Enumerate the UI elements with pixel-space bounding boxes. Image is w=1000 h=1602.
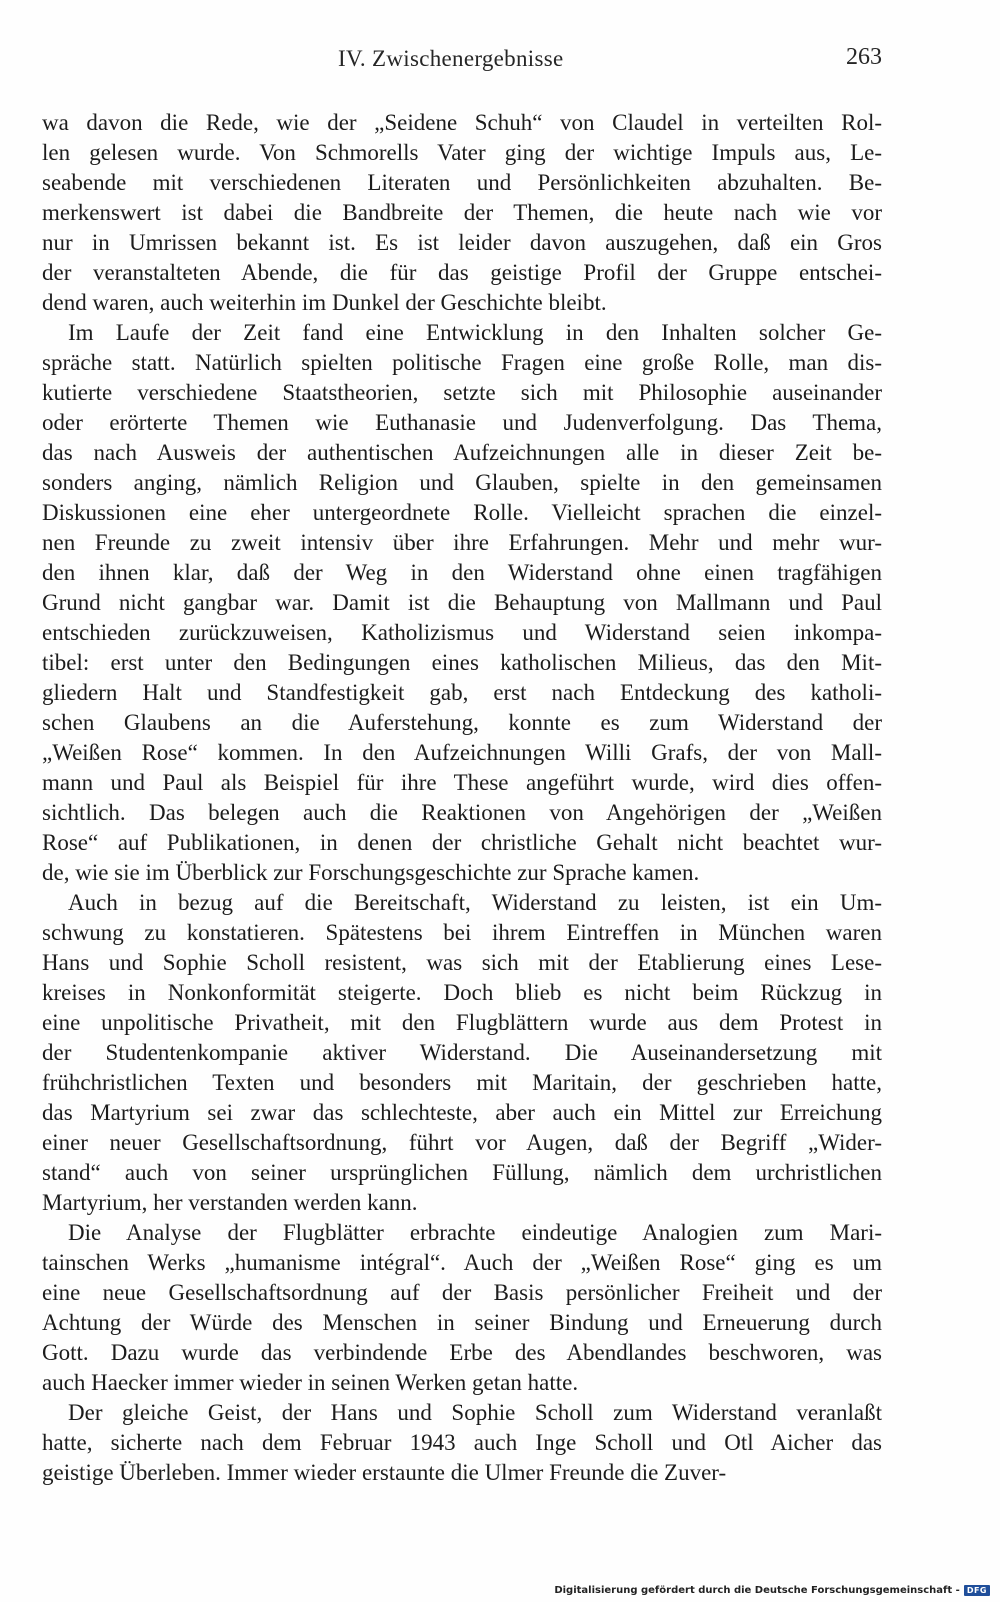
chapter-title: IV. Zwischenergebnisse: [338, 46, 564, 71]
text-line: Rose“ auf Publikationen, in denen der christliche Gehalt nicht beachtet wur-: [42, 830, 882, 855]
text-line: Auch in bezug auf die Bereitschaft, Widerstand zu leisten, ist ein Um-: [68, 890, 882, 915]
page-number: 263: [846, 44, 882, 70]
text-line: wa davon die Rede, wie der „Seidene Schuh“ von Claudel in verteilten Rol-: [42, 110, 882, 135]
text-line: einer neuer Gesellschaftsordnung, führt vor Augen, daß der Begriff „Wider-: [42, 1130, 882, 1155]
text-line: Der gleiche Geist, der Hans und Sophie Scholl zum Widerstand veranlaßt: [68, 1400, 882, 1425]
footer-text: Digitalisierung gefördert durch die Deutsche Forschungsgemeinschaft -: [554, 1585, 960, 1596]
text-line: der Studentenkompanie aktiver Widerstand. Die Auseinandersetzung mit: [42, 1040, 882, 1065]
text-line: de, wie sie im Überblick zur Forschungsgeschichte zur Sprache kamen.: [42, 860, 700, 885]
text-line: entschieden zurückzuweisen, Katholizismus und Widerstand seien inkompa-: [42, 620, 882, 645]
text-line: oder erörterte Themen wie Euthanasie und Judenverfolgung. Das Thema,: [42, 410, 882, 435]
text-line: schwung zu konstatieren. Spätestens bei ihrem Eintreffen in München waren: [42, 920, 882, 945]
text-line: sonders anging, nämlich Religion und Glauben, spielte in den gemeinsamen: [42, 470, 882, 495]
text-line: den ihnen klar, daß der Weg in den Widerstand ohne einen tragfähigen: [42, 560, 882, 585]
text-line: sichtlich. Das belegen auch die Reaktionen von Angehörigen der „Weißen: [42, 800, 882, 825]
text-line: nen Freunde zu zweit intensiv über ihre Erfahrungen. Mehr und mehr wur-: [42, 530, 882, 555]
body-text: [42, 108, 882, 1488]
text-line: auch Haecker immer wieder in seinen Werken getan hatte.: [42, 1370, 579, 1395]
text-line: Im Laufe der Zeit fand eine Entwicklung in den Inhalten solcher Ge-: [68, 320, 882, 345]
paragraph: [42, 318, 882, 888]
text-line: mann und Paul als Beispiel für ihre These angeführt wurde, wird dies offen-: [42, 770, 882, 795]
text-line: schen Glaubens an die Auferstehung, konnte es zum Widerstand der: [42, 710, 882, 735]
text-line: gliedern Halt und Standfestigkeit gab, erst nach Entdeckung des katholi-: [42, 680, 882, 705]
text-line: Diskussionen eine eher untergeordnete Rolle. Vielleicht sprachen die einzel-: [42, 500, 882, 525]
text-line: Grund nicht gangbar war. Damit ist die Behauptung von Mallmann und Paul: [42, 590, 882, 615]
text-line: eine neue Gesellschaftsordnung auf der Basis persönlicher Freiheit und der: [42, 1280, 882, 1305]
text-line: frühchristlichen Texten und besonders mit Maritain, der geschrieben hatte,: [42, 1070, 882, 1095]
paragraph: [42, 888, 882, 1218]
text-line: nur in Umrissen bekannt ist. Es ist leider davon auszugehen, daß ein Gros: [42, 230, 882, 255]
text-line: Achtung der Würde des Menschen in seiner Bindung und Erneuerung durch: [42, 1310, 882, 1335]
text-line: Hans und Sophie Scholl resistent, was sich mit der Etablierung eines Lese-: [42, 950, 882, 975]
text-line: spräche statt. Natürlich spielten politische Fragen eine große Rolle, man dis-: [42, 350, 882, 375]
text-line: eine unpolitische Privatheit, mit den Flugblättern wurde aus dem Protest in: [42, 1010, 882, 1035]
dfg-logo-icon: DFG: [964, 1585, 990, 1596]
text-line: der veranstalteten Abende, die für das geistige Profil der Gruppe entschei-: [42, 260, 882, 285]
digitization-footer: [554, 1585, 990, 1596]
text-line: tibel: erst unter den Bedingungen eines katholischen Milieus, das den Mit-: [42, 650, 882, 675]
running-header: [42, 46, 882, 76]
text-line: das nach Ausweis der authentischen Aufzeichnungen alle in dieser Zeit be-: [42, 440, 882, 465]
paragraph: [42, 1218, 882, 1398]
text-line: merkenswert ist dabei die Bandbreite der Themen, die heute nach wie vor: [42, 200, 882, 225]
text-line: tainschen Werks „humanisme intégral“. Auch der „Weißen Rose“ ging es um: [42, 1250, 882, 1275]
text-line: geistige Überleben. Immer wieder erstaunte die Ulmer Freunde die Zuver-: [42, 1460, 727, 1485]
text-line: Die Analyse der Flugblätter erbrachte eindeutige Analogien zum Mari-: [68, 1220, 882, 1245]
text-line: das Martyrium sei zwar das schlechteste, aber auch ein Mittel zur Erreichung: [42, 1100, 882, 1125]
text-line: hatte, sicherte nach dem Februar 1943 auch Inge Scholl und Otl Aicher das: [42, 1430, 882, 1455]
text-line: „Weißen Rose“ kommen. In den Aufzeichnungen Willi Grafs, der von Mall-: [42, 740, 882, 765]
text-line: Martyrium, her verstanden werden kann.: [42, 1190, 418, 1215]
paragraph: [42, 1398, 882, 1488]
text-line: len gelesen wurde. Von Schmorells Vater ging der wichtige Impuls aus, Le-: [42, 140, 882, 165]
paragraph: [42, 108, 882, 318]
text-line: Gott. Dazu wurde das verbindende Erbe des Abendlandes beschworen, was: [42, 1340, 882, 1365]
text-line: kreises in Nonkonformität steigerte. Doch blieb es nicht beim Rückzug in: [42, 980, 882, 1005]
text-line: seabende mit verschiedenen Literaten und Persönlichkeiten abzuhalten. Be-: [42, 170, 882, 195]
text-line: stand“ auch von seiner ursprünglichen Füllung, nämlich dem urchristlichen: [42, 1160, 882, 1185]
text-line: dend waren, auch weiterhin im Dunkel der Geschichte bleibt.: [42, 290, 607, 315]
text-line: kutierte verschiedene Staatstheorien, setzte sich mit Philosophie auseinander: [42, 380, 882, 405]
